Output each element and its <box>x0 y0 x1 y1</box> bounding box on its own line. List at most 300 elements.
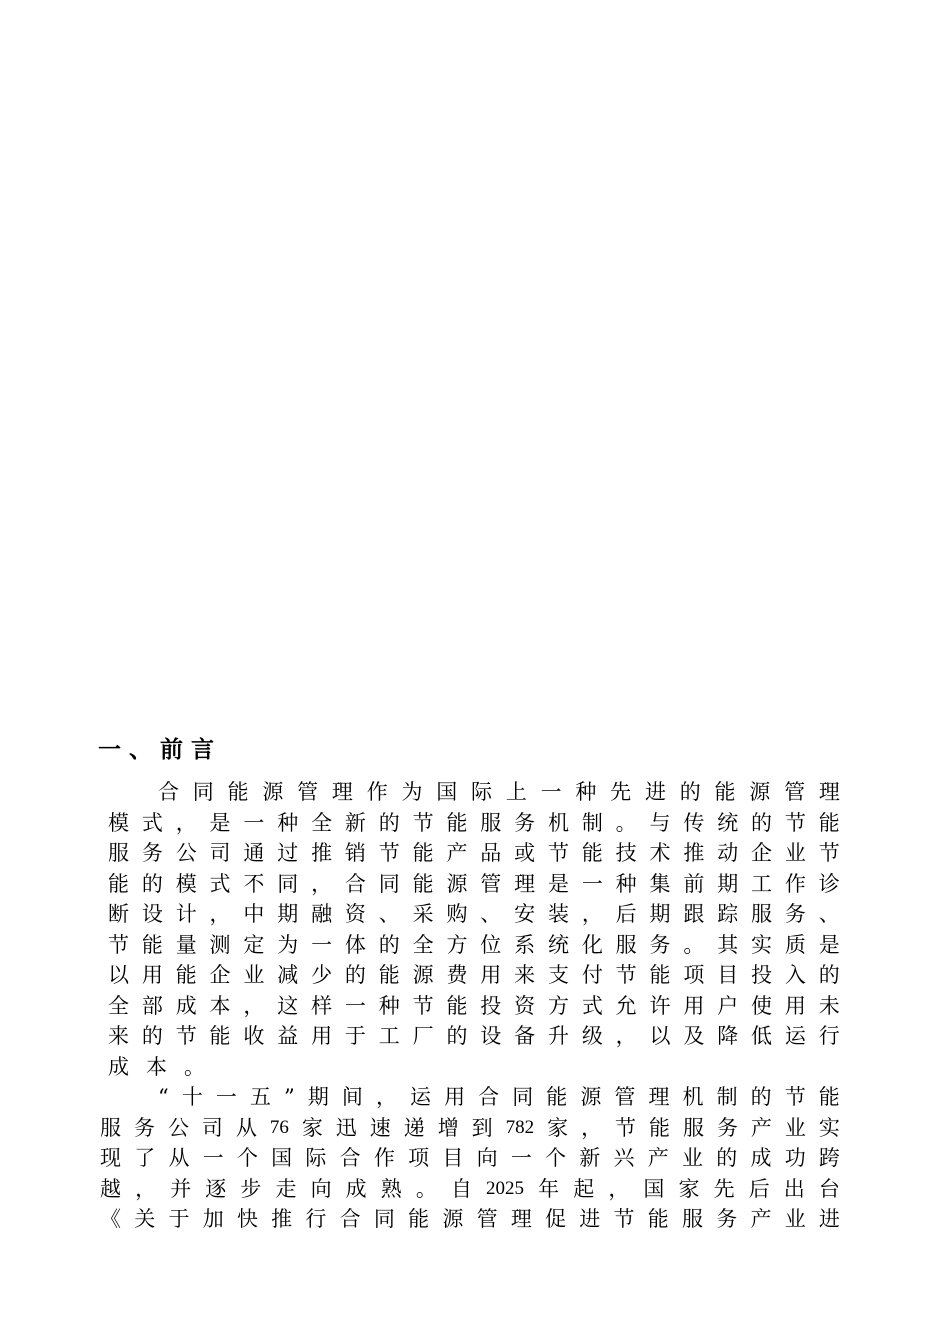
glyph: 源 <box>749 780 771 804</box>
glyph: 能 <box>378 963 400 987</box>
glyph: 节 <box>818 841 840 865</box>
glyph: 用 <box>480 963 502 987</box>
glyph: 司 <box>209 841 231 865</box>
text-line <box>100 1052 840 1083</box>
glyph: 能 <box>581 841 603 865</box>
glyph: 上 <box>505 780 527 804</box>
glyph: 统 <box>717 810 739 835</box>
glyph: 服 <box>615 932 637 957</box>
glyph: 一 <box>581 871 603 896</box>
glyph: 的 <box>141 871 163 896</box>
glyph: 行 <box>305 1207 327 1231</box>
glyph: 未 <box>818 993 840 1018</box>
glyph: 实 <box>751 932 773 957</box>
glyph: 管 <box>480 871 502 896</box>
glyph: 设 <box>480 1024 502 1048</box>
glyph: 一 <box>243 810 265 835</box>
glyph: 务 <box>141 841 163 865</box>
glyph: 质 <box>784 932 806 957</box>
glyph: 允 <box>615 993 637 1018</box>
glyph: 备 <box>514 1024 536 1048</box>
glyph: 运 <box>784 1024 806 1048</box>
glyph: 集 <box>649 871 671 896</box>
glyph: 能 <box>546 1085 568 1109</box>
glyph: 间 <box>341 1085 363 1109</box>
glyph: ， <box>615 1024 637 1048</box>
text-line <box>100 1204 840 1235</box>
glyph: 升 <box>547 1024 569 1048</box>
glyph: 服 <box>108 841 129 865</box>
glyph: 、 <box>818 902 840 926</box>
glyph: 速 <box>369 1115 391 1140</box>
glyph: 兴 <box>613 1146 635 1170</box>
glyph: 制 <box>716 1085 738 1109</box>
glyph: 节 <box>547 841 569 865</box>
glyph: 益 <box>277 1024 299 1048</box>
glyph: 用 <box>784 993 806 1018</box>
glyph: 节 <box>784 1085 806 1109</box>
text-line <box>100 1082 840 1113</box>
glyph: 于 <box>344 1024 366 1048</box>
glyph: 部 <box>141 993 163 1018</box>
glyph: 设 <box>141 902 163 926</box>
glyph: 目 <box>442 1146 464 1170</box>
glyph: 能 <box>408 1207 430 1231</box>
glyph: 作 <box>373 1146 395 1170</box>
glyph: 服 <box>751 902 773 926</box>
glyph: 公 <box>167 1115 189 1140</box>
glyph: 推 <box>683 841 705 865</box>
glyph: 际 <box>305 1146 327 1170</box>
glyph: 能 <box>412 871 434 896</box>
glyph: 一 <box>344 993 366 1018</box>
glyph: 机 <box>682 1085 704 1109</box>
glyph: 公 <box>175 841 197 865</box>
glyph: 是 <box>818 932 840 957</box>
text-line <box>100 1174 840 1205</box>
glyph: 加 <box>202 1207 224 1231</box>
glyph: 际 <box>471 780 493 804</box>
glyph: 式 <box>141 810 163 835</box>
glyph: 成 <box>175 993 197 1018</box>
glyph: 的 <box>141 1024 163 1048</box>
glyph: 是 <box>209 810 231 835</box>
glyph: 产 <box>750 1207 772 1231</box>
glyph: 起 <box>573 1176 595 1201</box>
glyph: 一 <box>215 1085 237 1109</box>
glyph: 十 <box>181 1085 203 1109</box>
glyph: 产 <box>446 841 468 865</box>
glyph: 进 <box>818 1207 840 1231</box>
glyph: 模 <box>108 810 129 835</box>
glyph: 传 <box>683 810 705 835</box>
glyph: 其 <box>717 932 739 957</box>
glyph: 测 <box>209 932 231 957</box>
glyph: 销 <box>344 841 366 865</box>
glyph: 本 <box>146 1054 167 1079</box>
glyph: ， <box>209 902 231 926</box>
glyph: 方 <box>547 993 569 1018</box>
glyph: 国 <box>436 780 458 804</box>
glyph: 能 <box>446 993 468 1018</box>
glyph: 运 <box>410 1085 431 1109</box>
glyph: 节 <box>378 841 400 865</box>
glyph: 成 <box>750 1146 772 1170</box>
glyph: 品 <box>480 841 502 865</box>
glyph: 入 <box>784 963 806 987</box>
glyph: 业 <box>243 963 265 987</box>
number-token: 2025 <box>486 1177 525 1199</box>
text-line <box>100 838 840 869</box>
glyph: 能 <box>446 810 468 835</box>
glyph: 合 <box>339 1207 361 1231</box>
text-line <box>100 991 840 1022</box>
glyph: 越 <box>100 1176 121 1201</box>
glyph: 服 <box>681 1207 703 1231</box>
glyph: 务 <box>716 1115 738 1140</box>
glyph: 节 <box>175 1024 197 1048</box>
glyph: 理 <box>331 780 353 804</box>
glyph: 一 <box>510 1146 532 1170</box>
glyph: 的 <box>716 1146 738 1170</box>
glyph: 一 <box>311 932 333 957</box>
glyph: 低 <box>751 1024 773 1048</box>
glyph: 五 <box>249 1085 271 1109</box>
glyph: 踪 <box>717 902 739 926</box>
glyph: 期 <box>277 902 299 926</box>
glyph: 能 <box>227 780 249 804</box>
glyph: ， <box>581 902 603 926</box>
text-line <box>100 1143 840 1174</box>
glyph: 个 <box>236 1146 258 1170</box>
glyph: 技 <box>615 841 637 865</box>
glyph: 个 <box>545 1146 567 1170</box>
glyph: 的 <box>378 932 400 957</box>
glyph: 级 <box>581 1024 603 1048</box>
glyph: 节 <box>615 963 637 987</box>
glyph: 厂 <box>412 1024 434 1048</box>
text-line <box>100 808 840 839</box>
glyph: 服 <box>480 810 502 835</box>
glyph: 步 <box>240 1176 262 1201</box>
glyph: 业 <box>784 1115 806 1140</box>
glyph: 安 <box>514 902 536 926</box>
glyph: 模 <box>175 871 197 896</box>
glyph: 动 <box>717 841 739 865</box>
glyph: 熟 <box>380 1176 402 1201</box>
glyph: 诊 <box>818 871 840 896</box>
glyph: 或 <box>514 841 536 865</box>
glyph: 融 <box>311 902 333 926</box>
glyph: 成 <box>345 1176 367 1201</box>
glyph: 服 <box>100 1115 121 1140</box>
glyph: 递 <box>403 1115 425 1140</box>
glyph: ， <box>581 1115 603 1140</box>
glyph: 种 <box>575 780 597 804</box>
glyph: 企 <box>751 841 773 865</box>
glyph: 样 <box>311 993 333 1018</box>
glyph: 能 <box>818 810 840 835</box>
glyph: 家 <box>678 1176 700 1201</box>
glyph: 种 <box>615 871 637 896</box>
glyph: 与 <box>649 810 671 835</box>
number-token: 782 <box>505 1116 535 1138</box>
glyph: 装 <box>547 902 569 926</box>
text-line <box>100 1113 840 1144</box>
glyph: ， <box>135 1176 157 1201</box>
glyph: 管 <box>784 780 806 804</box>
text-line <box>100 869 840 900</box>
glyph: 费 <box>446 963 468 987</box>
glyph: 购 <box>446 902 468 926</box>
glyph: 源 <box>262 780 284 804</box>
glyph: 理 <box>818 780 840 804</box>
glyph: 减 <box>277 963 299 987</box>
glyph: 能 <box>818 1085 840 1109</box>
glyph: 期 <box>717 871 739 896</box>
glyph: 源 <box>580 1085 602 1109</box>
glyph: 能 <box>647 1207 669 1231</box>
glyph: 先 <box>610 780 632 804</box>
glyph: 用 <box>311 1024 333 1048</box>
glyph: 本 <box>209 993 231 1018</box>
glyph: 机 <box>547 810 569 835</box>
glyph: 先 <box>713 1176 735 1201</box>
glyph: 一 <box>540 780 562 804</box>
glyph: 的 <box>344 963 366 987</box>
glyph: 节 <box>412 810 434 835</box>
glyph: 同 <box>373 1207 395 1231</box>
glyph: 到 <box>471 1115 493 1140</box>
glyph: 是 <box>547 871 569 896</box>
glyph: 全 <box>311 810 333 835</box>
glyph: 支 <box>547 963 569 987</box>
glyph: ， <box>243 993 265 1018</box>
glyph: 实 <box>818 1115 840 1140</box>
body-text <box>100 777 840 1235</box>
glyph: 理 <box>648 1085 670 1109</box>
glyph: 逐 <box>205 1176 227 1201</box>
glyph: 业 <box>784 1207 806 1231</box>
text-line <box>100 930 840 961</box>
glyph: 源 <box>442 1207 464 1231</box>
glyph: ， <box>608 1176 630 1201</box>
glyph: 了 <box>134 1146 156 1170</box>
glyph: 能 <box>209 1024 231 1048</box>
glyph: 制 <box>581 810 603 835</box>
glyph: 收 <box>243 1024 265 1048</box>
glyph: 《 <box>100 1207 121 1231</box>
glyph: 进 <box>644 780 666 804</box>
glyph: 的 <box>679 780 701 804</box>
glyph: 源 <box>446 871 468 896</box>
glyph: 司 <box>201 1115 223 1140</box>
glyph: 并 <box>170 1176 192 1201</box>
glyph: 年 <box>538 1176 560 1201</box>
glyph: 户 <box>717 993 739 1018</box>
glyph: 节 <box>108 932 129 957</box>
glyph: 合 <box>478 1085 500 1109</box>
glyph: 理 <box>514 871 536 896</box>
glyph: ， <box>375 1085 397 1109</box>
glyph: 这 <box>277 993 299 1018</box>
glyph: 快 <box>236 1207 258 1231</box>
glyph: 能 <box>141 932 163 957</box>
glyph: 能 <box>649 1115 670 1140</box>
glyph: 。 <box>615 810 637 835</box>
section-heading: 一、前言 <box>98 737 222 763</box>
text-line <box>100 899 840 930</box>
glyph: 中 <box>243 902 265 926</box>
glyph: 节 <box>412 993 434 1018</box>
glyph: 合 <box>158 780 179 804</box>
glyph: 断 <box>108 902 129 926</box>
glyph: 新 <box>579 1146 601 1170</box>
glyph: 能 <box>714 780 736 804</box>
glyph: 家 <box>301 1115 323 1140</box>
glyph: 以 <box>649 1024 671 1048</box>
glyph: 投 <box>480 993 502 1018</box>
glyph: 能 <box>108 871 129 896</box>
glyph: 作 <box>366 780 388 804</box>
glyph: 服 <box>682 1115 704 1140</box>
glyph: 同 <box>277 871 299 896</box>
glyph: 推 <box>271 1207 293 1231</box>
glyph: 务 <box>514 810 536 835</box>
glyph: 功 <box>784 1146 806 1170</box>
glyph: 务 <box>784 902 806 926</box>
glyph: 节 <box>615 1115 637 1140</box>
glyph: 来 <box>514 963 536 987</box>
glyph: 现 <box>100 1146 121 1170</box>
glyph: 资 <box>344 902 366 926</box>
glyph: 国 <box>271 1146 293 1170</box>
glyph: 企 <box>209 963 231 987</box>
glyph: 进 <box>579 1207 601 1231</box>
glyph: 新 <box>344 810 366 835</box>
glyph: 同 <box>192 780 214 804</box>
glyph: 量 <box>175 932 197 957</box>
glyph: 务 <box>133 1115 155 1140</box>
glyph: 目 <box>717 963 739 987</box>
glyph: 为 <box>277 932 299 957</box>
glyph: 全 <box>108 993 129 1018</box>
number-token: 76 <box>269 1116 289 1138</box>
glyph: 通 <box>243 841 265 865</box>
glyph: 方 <box>446 932 468 957</box>
glyph: 能 <box>175 963 197 987</box>
glyph: 节 <box>613 1207 635 1231</box>
glyph: 跨 <box>818 1146 840 1170</box>
glyph: 源 <box>412 963 434 987</box>
glyph: 台 <box>818 1176 840 1201</box>
glyph: 家 <box>547 1115 569 1140</box>
glyph: 合 <box>339 1146 361 1170</box>
glyph: 理 <box>510 1207 532 1231</box>
glyph: 使 <box>751 993 773 1018</box>
glyph: 增 <box>437 1115 459 1140</box>
glyph: 合 <box>344 871 366 896</box>
glyph: 位 <box>480 932 502 957</box>
glyph: 的 <box>378 810 400 835</box>
glyph: 项 <box>408 1146 430 1170</box>
glyph: 关 <box>134 1207 156 1231</box>
glyph: 节 <box>784 810 806 835</box>
glyph: 的 <box>818 963 840 987</box>
glyph: 管 <box>297 780 319 804</box>
glyph: 资 <box>514 993 536 1018</box>
glyph: 、 <box>378 902 400 926</box>
glyph: 用 <box>444 1085 466 1109</box>
glyph: 从 <box>168 1146 190 1170</box>
glyph: 术 <box>649 841 671 865</box>
glyph: 式 <box>209 871 231 896</box>
glyph: 、 <box>480 902 502 926</box>
glyph: 以 <box>108 963 129 987</box>
glyph: 的 <box>446 1024 468 1048</box>
glyph: 期 <box>307 1085 329 1109</box>
glyph: 促 <box>545 1207 567 1231</box>
glyph: 产 <box>647 1146 669 1170</box>
glyph: 同 <box>378 871 400 896</box>
glyph: 管 <box>476 1207 498 1231</box>
glyph: 全 <box>412 932 434 957</box>
glyph: 计 <box>175 902 197 926</box>
glyph: 来 <box>108 1024 129 1048</box>
glyph: 务 <box>716 1207 738 1231</box>
glyph: 作 <box>784 871 806 896</box>
glyph: 投 <box>751 963 773 987</box>
glyph: 种 <box>277 810 299 835</box>
glyph: 产 <box>750 1115 772 1140</box>
glyph: 降 <box>717 1024 739 1048</box>
text-line <box>100 1021 840 1052</box>
glyph: ， <box>311 871 333 896</box>
glyph: 过 <box>277 841 299 865</box>
glyph: 于 <box>168 1207 190 1231</box>
glyph: 用 <box>141 963 163 987</box>
glyph: 务 <box>649 932 671 957</box>
glyph: 式 <box>581 993 603 1018</box>
glyph: 体 <box>344 932 366 957</box>
glyph: 后 <box>748 1176 770 1201</box>
glyph: 国 <box>643 1176 665 1201</box>
glyph: 为 <box>401 780 423 804</box>
glyph: 同 <box>512 1085 534 1109</box>
glyph: 迅 <box>335 1115 357 1140</box>
glyph: 用 <box>683 993 705 1018</box>
glyph: 成 <box>108 1054 129 1079</box>
glyph: 业 <box>681 1146 703 1170</box>
glyph: 。 <box>184 1054 205 1079</box>
glyph: 走 <box>275 1176 297 1201</box>
glyph: 业 <box>784 841 806 865</box>
glyph: ， <box>175 810 197 835</box>
glyph: 能 <box>412 841 434 865</box>
glyph: 的 <box>751 810 773 835</box>
glyph: 采 <box>412 902 434 926</box>
glyph: 工 <box>378 1024 400 1048</box>
glyph: 。 <box>683 932 705 957</box>
glyph: 出 <box>783 1176 805 1201</box>
glyph: 不 <box>243 871 265 896</box>
glyph: 后 <box>615 902 637 926</box>
glyph: 工 <box>751 871 773 896</box>
glyph: 种 <box>378 993 400 1018</box>
glyph: 跟 <box>683 902 705 926</box>
glyph: 及 <box>683 1024 705 1048</box>
glyph: 化 <box>581 932 603 957</box>
